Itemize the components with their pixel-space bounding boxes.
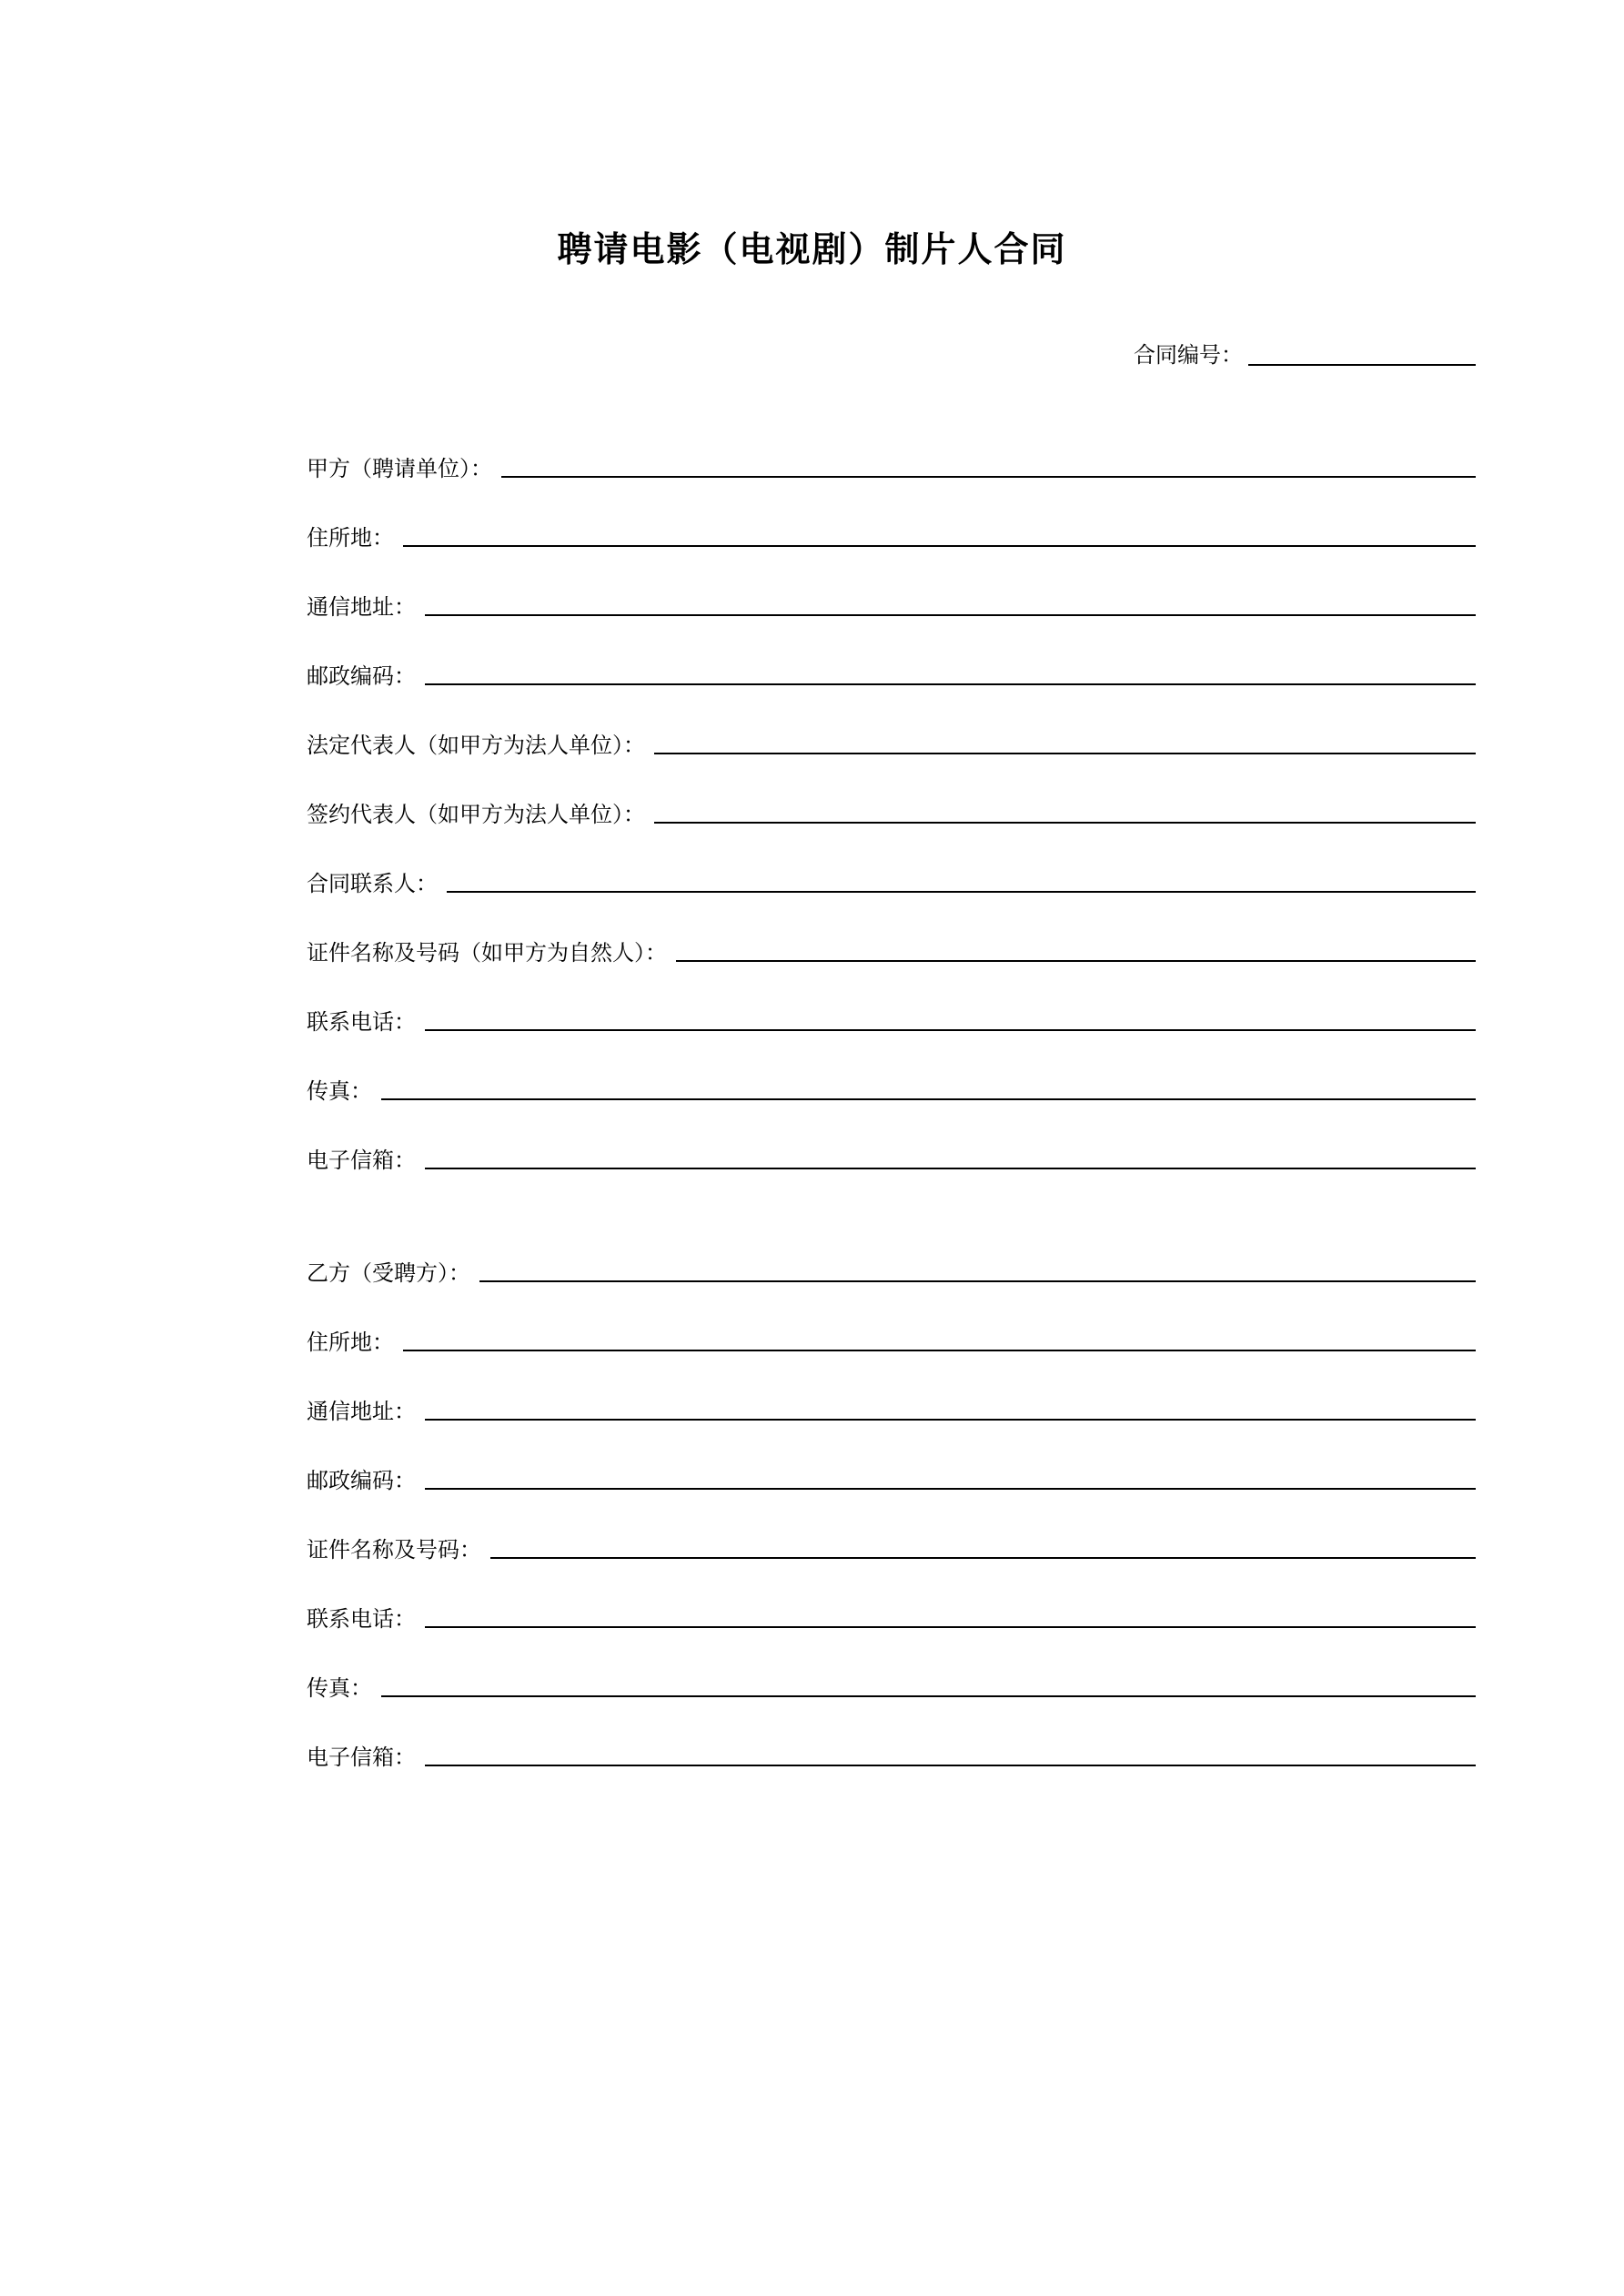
field-row [307, 455, 1476, 483]
field-label: 联系电话： [307, 1008, 416, 1035]
field-row [307, 665, 1476, 691]
field-label: 传真： [307, 1077, 372, 1104]
field-label: 邮政编码： [307, 1467, 416, 1493]
field-row [307, 1536, 1476, 1564]
field-input[interactable] [501, 475, 1476, 478]
field-label: 乙方（受聘方）： [307, 1259, 470, 1286]
field-label: 联系电话： [307, 1605, 416, 1632]
field-input[interactable] [425, 1167, 1476, 1169]
field-row [307, 1331, 1476, 1357]
field-input[interactable] [425, 683, 1476, 685]
field-input[interactable] [425, 613, 1476, 616]
field-input[interactable] [676, 959, 1476, 962]
field-input[interactable] [425, 1418, 1476, 1421]
field-row [307, 870, 1476, 898]
field-row [307, 1077, 1476, 1106]
contract-number-label: 合同编号： [1134, 341, 1243, 368]
field-label: 证件名称及号码（如甲方为自然人）： [307, 939, 667, 966]
field-row [307, 1259, 1476, 1288]
field-input[interactable] [381, 1694, 1476, 1697]
field-label: 传真： [307, 1674, 372, 1701]
field-row [307, 1398, 1476, 1426]
field-row [307, 1605, 1476, 1633]
field-label: 电子信箱： [307, 1744, 416, 1770]
field-input[interactable] [425, 1028, 1476, 1031]
field-row [307, 734, 1476, 760]
field-label: 证件名称及号码： [307, 1536, 481, 1563]
field-input[interactable] [479, 1279, 1476, 1282]
field-input[interactable] [425, 1487, 1476, 1490]
field-input[interactable] [403, 544, 1476, 547]
field-row [307, 939, 1476, 967]
contract-number-input[interactable] [1248, 344, 1476, 366]
field-row [307, 1149, 1476, 1175]
field-row [307, 593, 1476, 622]
field-input[interactable] [425, 1625, 1476, 1628]
field-input[interactable] [447, 890, 1476, 893]
field-label: 通信地址： [307, 593, 416, 620]
field-label: 签约代表人（如甲方为法人单位）： [307, 801, 645, 827]
field-input[interactable] [654, 752, 1476, 754]
field-row [307, 1746, 1476, 1772]
field-input[interactable] [403, 1349, 1476, 1351]
field-label: 甲方（聘请单位）： [307, 455, 492, 481]
field-label: 电子信箱： [307, 1147, 416, 1173]
section-separator [307, 1219, 1476, 1262]
contract-number-row [0, 337, 1624, 369]
field-label: 邮政编码： [307, 663, 416, 689]
field-row [307, 524, 1476, 552]
field-row [307, 1008, 1476, 1037]
field-input[interactable] [425, 1764, 1476, 1766]
page-title: 聘请电影（电视剧）制片人合同 [557, 229, 1067, 269]
party-a-section [0, 455, 1624, 1772]
field-row [307, 1674, 1476, 1703]
field-label: 通信地址： [307, 1398, 416, 1424]
field-input[interactable] [381, 1097, 1476, 1100]
field-input[interactable] [490, 1556, 1476, 1559]
field-input[interactable] [654, 821, 1476, 824]
field-row [307, 801, 1476, 829]
field-label: 住所地： [307, 1329, 394, 1355]
field-label: 合同联系人： [307, 870, 438, 896]
field-label: 住所地： [307, 524, 394, 551]
field-label: 法定代表人（如甲方为法人单位）： [307, 732, 645, 758]
field-row [307, 1467, 1476, 1495]
